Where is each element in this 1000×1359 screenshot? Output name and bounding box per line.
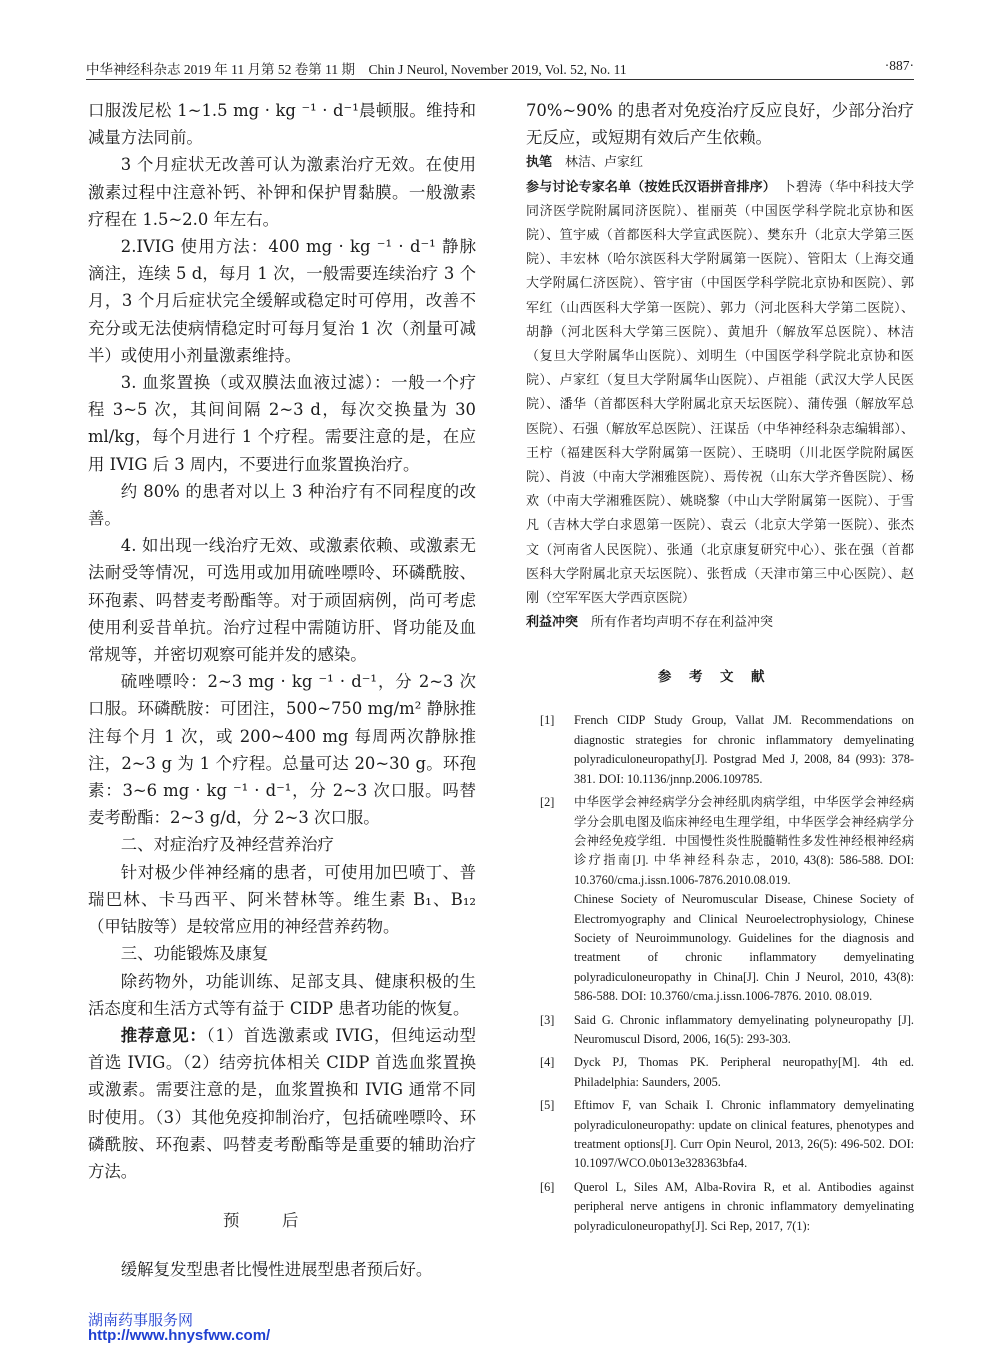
reference-item <box>526 890 914 1006</box>
reference-text: Querol L, Siles AM, Alba-Rovira R, et al. Antibodies against peripheral nerve antigens in chronic inflammatory demyelinating polyradiculoneuropathy[J]. Sci Rep, 2017, 7(1): <box>574 1179 914 1233</box>
prognosis-heading: 预后 <box>222 1211 342 1231</box>
reference-list <box>526 711 914 1236</box>
coi-label: 利益冲突 <box>526 615 579 631</box>
paragraph: 针对极少伴神经痛的患者，可使用加巴喷丁、普瑞巴林、卡马西平、阿米替林等。维生素 B₁、B₁₂（甲钴胺等）是较常应用的神经营养药物。 <box>88 862 476 937</box>
reference-item <box>526 1096 914 1174</box>
right-column <box>526 97 914 1236</box>
conflict-of-interest <box>526 611 914 635</box>
recommendation-text: （1）首选激素或 IVIG，但纯运动型首选 IVIG。（2）结旁抗体相关 CIDP 首选血浆置换或激素。需要注意的是，血浆置换和 IVIG 通常不同时使用。（3）其他免疫抑制治疗，包括硫唑嘌呤、环磷酰胺、环孢素、吗替麦考酚酯等是重要的辅助治疗方法。 <box>88 1025 476 1181</box>
reference-text: Chinese Society of Neuromuscular Disease, Chinese Society of Electromyography and Clinical Neuroelectrophysiology, Chinese Society of Neuroimmunology. Guidelines for the diagnosis and treatment of chronic inflammatory demyelinating polyradiculoneuropathy in China[J]. Chin J Neurol, 2010, 43(8): 586-588. DOI: 10.3760/cma.j.issn.1006-7876. 2010. 08.019. <box>574 892 914 1004</box>
header-rule <box>86 79 914 80</box>
experts-label: 参与讨论专家名单（按姓氏汉语拼音排序） <box>526 179 770 195</box>
reference-number: [4] <box>540 1055 555 1070</box>
paragraph: 70%~90% 的患者对免疫治疗反应良好，少部分治疗无反应，或短期有效后产生依赖。 <box>526 101 914 148</box>
watermark-title: 湖南药事服务网 <box>88 1312 194 1329</box>
paragraph: 4. 如出现一线治疗无效、或激素依赖、或激素无法耐受等情况，可选用或加用硫唑嘌呤、环磷酰胺、环孢素、吗替麦考酚酯等。对于顽固病例，尚可考虑使用利妥昔单抗。治疗过程中需随访肝、肾功能及血常规等，并密切观察可能并发的感染。 <box>88 536 476 665</box>
watermark-url[interactable]: http://www.hnysfww.com/ <box>88 1327 271 1344</box>
paragraph: 缓解复发型患者比慢性进展型患者预后好。 <box>120 1260 433 1280</box>
section-heading: 二、对症治疗及神经营养治疗 <box>120 835 334 855</box>
writers <box>526 151 914 175</box>
reference-text: French CIDP Study Group, Vallat JM. Recommendations on diagnostic strategies for chronic inflammatory demyelinating polyradiculoneuropathy[J]. Postgrad Med J, 2008, 84 (993): 378-381. DOI: 10.1136/jnnp.2006.109785. <box>574 713 914 786</box>
writers-text: 林洁、卢家红 <box>565 155 644 171</box>
paragraph: 除药物外，功能训练、足部支具、健康积极的生活态度和生活方式等有益于 CIDP 患者功能的恢复。 <box>88 971 476 1018</box>
reference-number: [1] <box>540 713 555 728</box>
paragraph: 硫唑嘌呤：2~3 mg · kg ⁻¹ · d⁻¹，分 2~3 次口服。环磷酰胺：可团注，500~750 mg/m² 静脉推注每个月 1 次，或 200~400 mg 每周两次静脉推注，2~3 g 为 1 个疗程。总量可达 20~30 g。环孢素：3~6 mg · kg ⁻¹ · d⁻¹，分 2~3 次口服。吗替麦考酚酯：2~3 g/d，分 2~3 次口服。 <box>88 672 476 828</box>
running-header <box>86 58 914 80</box>
coi-text: 所有作者均声明不存在利益冲突 <box>591 615 774 631</box>
journal-citation: 中华神经科杂志 2019 年 11 月第 52 卷第 11 期 Chin J Neurol, November 2019, Vol. 52, No. 11 <box>86 62 627 77</box>
writers-label: 执笔 <box>526 155 553 171</box>
reference-item <box>526 793 914 890</box>
reference-number: [2] <box>540 795 555 810</box>
paragraph: 2.IVIG 使用方法：400 mg · kg ⁻¹ · d⁻¹ 静脉滴注，连续 5 d，每月 1 次，一般需要连续治疗 3 个月，3 个月后症状完全缓解或稳定时可停用，改善不充分或无法使病情稳定时可每月复治 1 次（剂量可减半）或使用小剂量激素维持。 <box>88 237 476 365</box>
paragraph: 约 80% 的患者对以上 3 种治疗有不同程度的改善。 <box>88 481 476 529</box>
experts <box>526 176 914 612</box>
references-heading: 参考文献 <box>657 669 783 686</box>
reference-text: Dyck PJ, Thomas PK. Peripheral neuropathy[M]. 4th ed. Philadelphia: Saunders, 2005. <box>574 1055 914 1089</box>
paragraph: 3. 血浆置换（或双膜法血液过滤）：一般一个疗程 3~5 次，其间间隔 2~3 d，每次交换量为 30 ml/kg，每个月进行 1 个疗程。需要注意的是，在应用 IVIG 后 3 周内，不要进行血浆置换治疗。 <box>88 373 476 474</box>
reference-text: Said G. Chronic inflammatory demyelinating polyneuropathy [J]. Neuromuscul Disord, 2006, 16(5): 293-303. <box>574 1012 914 1046</box>
paragraph: 口服泼尼松 1~1.5 mg · kg ⁻¹ · d⁻¹晨顿服。维持和减量方法同前。 <box>88 101 476 148</box>
reference-item <box>526 1178 914 1236</box>
reference-item <box>526 711 914 789</box>
reference-text: Eftimov F, van Schaik I. Chronic inflammatory demyelinating polyradiculoneuropathy: update on clinical features, phenotypes and treatment options[J]. Curr Opin Neurol, 2013, 26(5): 496-502. DOI: 10.1097/WCO.0b013e328363bfa4. <box>574 1098 914 1171</box>
reference-number: [5] <box>540 1098 555 1113</box>
reference-item <box>526 1011 914 1050</box>
page-number: ·887· <box>884 58 914 73</box>
reference-item <box>526 1053 914 1092</box>
left-column <box>88 97 476 1284</box>
paragraph: 3 个月症状无改善可认为激素治疗无效。在使用激素过程中注意补钙、补钾和保护胃黏膜。一般激素疗程在 1.5~2.0 年左右。 <box>88 155 476 229</box>
experts-text: 卜碧涛（华中科技大学同济医学院附属同济医院）、崔丽英（中国医学科学院北京协和医院）、笪宇威（首都医科大学宣武医院）、樊东升（北京大学第三医院）、丰宏林（哈尔滨医科大学附属第一医院）、管阳太（上海交通大学附属仁济医院）、管宇宙（中国医学科学院北京协和医院）、郭军红（山西医科大学第一医院）、郭力（河北医科大学第二医院）、胡静（河北医科大学第三医院）、黄旭升（解放军总医院）、林洁（复旦大学附属华山医院）、刘明生（中国医学科学院北京协和医院）、卢家红（复旦大学附属华山医院）、卢祖能（武汉大学人民医院）、潘华（首都医科大学附属北京天坛医院）、蒲传强（解放军总医院）、石强（解放军总医院）、汪谋岳（中华神经科杂志编辑部）、王柠（福建医科大学附属第一医院）、王晓明（川北医学院附属医院）、肖波（中南大学湘雅医院）、焉传祝（山东大学齐鲁医院）、杨欢（中南大学湘雅医院）、姚晓黎（中山大学附属第一医院）、于雪凡（吉林大学白求恩第一医院）、袁云（北京大学第一医院）、张杰文（河南省人民医院）、张通（北京康复研究中心）、张在强（首都医科大学附属北京天坛医院）、张哲成（天津市第三中心医院）、赵刚（空军军医大学西京医院） <box>526 179 914 607</box>
section-heading: 三、功能锻炼及康复 <box>120 944 269 964</box>
recommendation-label: 推荐意见： <box>120 1025 207 1045</box>
reference-number: [6] <box>540 1179 555 1194</box>
reference-text: 中华医学会神经病学分会神经肌肉病学组，中华医学会神经病学分会肌电图及临床神经电生理学组，中华医学会神经病学分会神经免疫学组．中国慢性炎性脱髓鞘性多发性神经根神经病诊疗指南[J]. 中华神经科杂志，2010, 43(8): 586-588. DOI: 10.3760/cma.j.issn.1006-7876.2010.08.019. <box>574 795 914 887</box>
reference-number: [3] <box>540 1012 555 1027</box>
recommendation <box>88 1022 476 1185</box>
